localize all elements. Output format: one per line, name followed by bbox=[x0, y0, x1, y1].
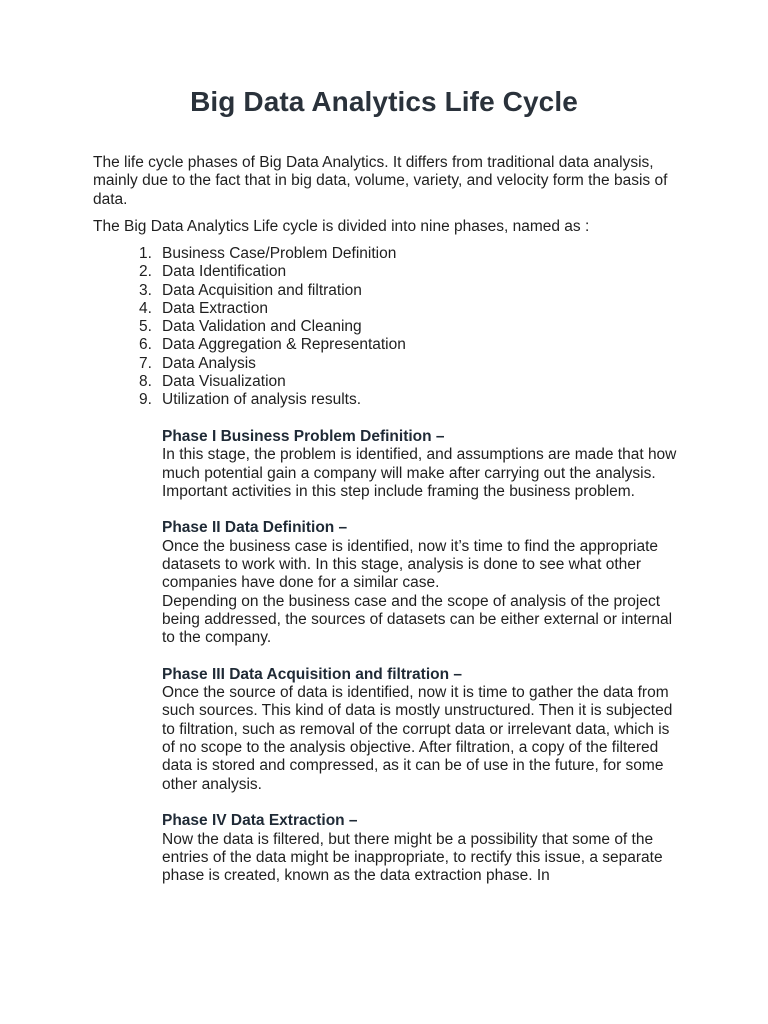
list-item-label: Data Visualization bbox=[162, 373, 286, 391]
section-heading: Phase II Data Definition – bbox=[162, 519, 348, 537]
phase-section-2 bbox=[162, 519, 682, 647]
list-item bbox=[133, 318, 406, 336]
list-item bbox=[133, 263, 406, 281]
phase-list bbox=[133, 245, 406, 410]
list-number: 1. bbox=[139, 245, 152, 262]
section-paragraph: Important activities in this step include framing the business problem. bbox=[162, 482, 635, 500]
list-item bbox=[133, 245, 406, 263]
list-number: 2. bbox=[139, 263, 152, 281]
list-item bbox=[133, 282, 406, 300]
phase-section-3 bbox=[162, 666, 682, 794]
list-item-label: Data Extraction bbox=[162, 299, 268, 317]
list-item bbox=[133, 391, 406, 409]
phase-section-1 bbox=[162, 428, 682, 501]
section-paragraph: Now the data is filtered, but there might be a possibility that some of the entries of the data might be inappropriate, to rectify this issue, a separate phase is created, known as the data extraction phase. In bbox=[162, 830, 663, 885]
phase-section-4 bbox=[162, 812, 682, 885]
list-item-label: Business Case/Problem Definition bbox=[162, 245, 397, 262]
page-title: Big Data Analytics Life Cycle bbox=[190, 86, 578, 117]
list-item bbox=[133, 336, 406, 354]
section-paragraph: In this stage, the problem is identified, and assumptions are made that how much potential gain a company will make after carrying out the analysis. bbox=[162, 446, 677, 482]
list-item-label: Data Aggregation & Representation bbox=[162, 336, 406, 354]
section-heading: Phase III Data Acquisition and filtration – bbox=[162, 665, 463, 683]
list-number: 5. bbox=[139, 318, 152, 336]
phases-intro-paragraph: The Big Data Analytics Life cycle is divided into nine phases, named as : bbox=[93, 218, 590, 235]
list-item bbox=[133, 300, 406, 318]
section-paragraph: Depending on the business case and the scope of analysis of the project being addressed, the sources of datasets can be either external or internal to the company. bbox=[162, 592, 673, 647]
section-paragraph: Once the source of data is identified, now it is time to gather the data from such sources. This kind of data is mostly unstructured. Then it is subjected to filtration, such as removal of the corrupt data or irrelevant data, which is of no scope to the analysis objective. After filtration, a copy of the filtered data is stored and compressed, as it can be of use in the future, for some other analysis. bbox=[162, 684, 673, 793]
list-item-label: Data Validation and Cleaning bbox=[162, 318, 362, 336]
list-number: 4. bbox=[139, 299, 152, 317]
list-item-label: Data Analysis bbox=[162, 354, 256, 372]
list-item bbox=[133, 373, 406, 391]
list-item-label: Utilization of analysis results. bbox=[162, 391, 361, 409]
list-item-label: Data Identification bbox=[162, 263, 287, 281]
section-heading: Phase I Business Problem Definition – bbox=[162, 428, 445, 445]
list-number: 3. bbox=[139, 281, 152, 299]
list-number: 8. bbox=[139, 373, 152, 391]
section-paragraph: Once the business case is identified, now it’s time to find the appropriate datasets to work with. In this stage, analysis is done to see what other companies have done for a similar case. bbox=[162, 537, 658, 592]
section-heading: Phase IV Data Extraction – bbox=[162, 812, 358, 830]
list-number: 7. bbox=[139, 354, 152, 372]
list-number: 9. bbox=[139, 391, 152, 409]
list-item-label: Data Acquisition and filtration bbox=[162, 281, 362, 299]
list-item bbox=[133, 355, 406, 373]
intro-paragraph: The life cycle phases of Big Data Analytics. It differs from traditional data analysis, mainly due to the fact that in big data, volume, variety, and velocity form the basis of data. bbox=[93, 154, 668, 208]
phase-sections bbox=[162, 428, 682, 904]
list-number: 6. bbox=[139, 336, 152, 354]
